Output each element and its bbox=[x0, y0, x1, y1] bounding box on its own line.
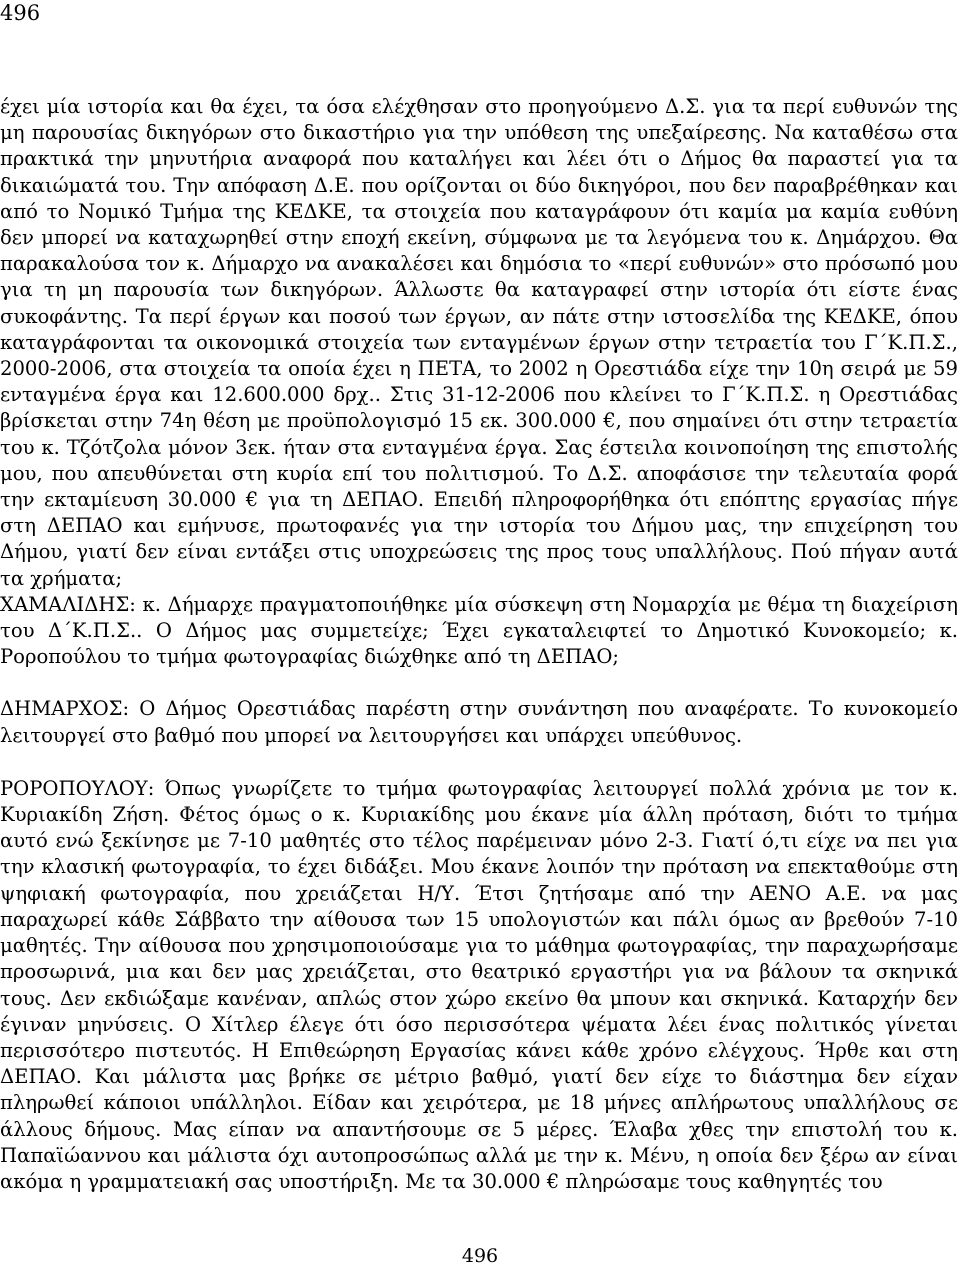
paragraph-mayor: ΔΗΜΑΡΧΟΣ: Ο Δήμος Ορεστιάδας παρέστη στην συνάντηση που αναφέρατε. Το κυνοκομείο λειτουργεί στο βαθμό που μπορεί να λειτουργήσει και υπάρχει υπεύθυνος. bbox=[0, 697, 958, 747]
paragraph-hamalidis: ΧΑΜΑΛΙΔΗΣ: κ. Δήμαρχε πραγματοποιήθηκε μία σύσκεψη στη Νομαρχία με θέμα τη διαχείριση του Δ΄Κ.Π.Σ.. Ο Δήμος μας συμμετείχε; Έχει εγκαταλειφτεί το Δημοτικό Κυνοκομείο; κ. Ροροπούλου το τμήμα φωτογραφίας διώχθηκε από τη ΔΕΠΑΟ; bbox=[0, 592, 958, 669]
paragraph-roropoulou: ΡΟΡΟΠΟΥΛΟΥ: Όπως γνωρίζετε το τμήμα φωτογραφίας λειτουργεί πολλά χρόνια με τον κ. Κυριακίδη Ζήση. Φέτος όμως ο κ. Κυριακίδης μου έκανε μία άλλη πρόταση, διότι το τμήμα αυτό ενώ ξεκίνησε με 7-10 μαθητές στο τέλος παρέμειναν μόνο 2-3. Γιατί ό,τι είχε να πει για την κλασική φωτογραφία, το έχει διδάξει. Μου έκανε λοιπόν την πρόταση να επεκταθούμε στη ψηφιακή φωτογραφία, που χρειάζεται Η/Υ. Έτσι ζητήσαμε από την ΑΕΝΟ Α.Ε. να μας παραχωρεί κάθε Σάββατο την αίθουσα των 15 υπολογιστών και πάλι όμως αν βρεθούν 7-10 μαθητές. Την αίθουσα που χρησιμοποιούσαμε για το μάθημα φωτογραφίας, την παραχωρήσαμε προσωρινά, μια και δεν μας χρειάζεται, στο θεατρικό εργαστήρι για να βάλουν τα σκηνικά τους. Δεν εκδιώξαμε κανέναν, απλώς στον χώρο εκείνο θα μπουν και σκηνικά. Καταρχήν δεν έγιναν μηνύσεις. Ο Χίτλερ έλεγε ότι όσο περισσότερα ψέματα λέει ένας πολιτικός γίνεται περισσότερο πιστευτός. Η Επιθεώρηση Εργασίας κάνει κάθε χρόνο ελέγχους. Ήρθε και στη ΔΕΠΑΟ. Και μάλιστα μας βρήκε σε μέτριο βαθμό, γιατί δεν είχε το διάστημα δεν είχαν πληρωθεί κάποιοι υπάλληλοι. Είδαν και χειρότερα, με 18 μήνες απλήρωτους υπαλλήλους σε άλλους δήμους. Μας είπαν να απαντήσουμε σε 5 μέρες. Έλαβα χθες την επιστολή του κ. Παπαϊώαννου και μάλιστα όχι αυτοπροσώπως αλλά με την κ. Μένυ, η οποία δεν ξέρω αν είναι ακόμα η γραμματειακή σας υποστήριξη. Με τα 30.000 € πληρώσαμε τους καθηγητές του bbox=[0, 776, 958, 1193]
document-body bbox=[0, 94, 958, 1195]
paragraph-intro: έχει μία ιστορία και θα έχει, τα όσα ελέχθησαν στο προηγούμενο Δ.Σ. για τα περί ευθυνών της μη παρουσίας δικηγόρων στο δικαστήριο για την υπόθεση της υπεξαίρεσης. Να καταθέσω στα πρακτικά την μηνυτήρια αναφορά που καταλήγει και λέει ότι ο Δήμος θα παραστεί για τα δικαιώματά του. Την απόφαση Δ.Ε. που ορίζονται οι δύο δικηγόροι, που δεν παραβρέθηκαν και από το Νομικό Τμήμα της ΚΕΔΚΕ, τα στοιχεία που καταγράφουν ότι καμία μα καμία ευθύνη δεν μπορεί να καταχωρηθεί στην εποχή εκείνη, σύμφωνα με τα λεγόμενα του κ. Δημάρχου. Θα παρακαλούσα τον κ. Δήμαρχο να ανακαλέσει και δημόσια το «περί ευθυνών» στο πρόσωπό μου για τη μη παρουσία των δικηγόρων. Άλλωστε θα καταγραφεί στην ιστορία ότι είστε ένας συκοφάντης. Τα περί έργων και ποσού των έργων, αν πάτε στην ιστοσελίδα της ΚΕΔΚΕ, όπου καταγράφονται τα οικονομικά στοιχεία των ενταγμένων έργων στην τετραετία του Γ΄Κ.Π.Σ., 2000-2006, στα στοιχεία τα οποία έχει η ΠΕΤΑ, το 2002 η Ορεστιάδα είχε την 10η σειρά με 59 ενταγμένα έργα και 12.600.000 δρχ.. Στις 31-12-2006 που κλείνει το Γ΄Κ.Π.Σ. η Ορεστιάδας βρίσκεται στην 74η θέση με προϋπολογισμό 15 εκ. 300.000 €, που σημαίνει ότι στην τετραετία του κ. Τζότζολα μόνον 3εκ. ήταν στα ενταγμένα έργα. Σας έστειλα κοινοποίηση της επιστολής μου, που απευθύνεται στη κυρία επί του πολιτισμού. Το Δ.Σ. αποφάσισε την τελευταία φορά την εκταμίευση 30.000 € για τη ΔΕΠΑΟ. Επειδή πληροφορήθηκα ότι επόπτης εργασίας πήγε στη ΔΕΠΑΟ και εμήνυσε, πρωτοφανές για την ιστορία του Δήμου μας, την επιχείρηση του Δήμου, γιατί δεν είναι εντάξει στις υποχρεώσεις της προς τους υπαλλήλους. Πού πήγαν αυτά τα χρήματα; bbox=[0, 95, 958, 590]
page-number-top: 496 bbox=[0, 1, 41, 25]
page-number-bottom: 496 bbox=[461, 1245, 499, 1267]
